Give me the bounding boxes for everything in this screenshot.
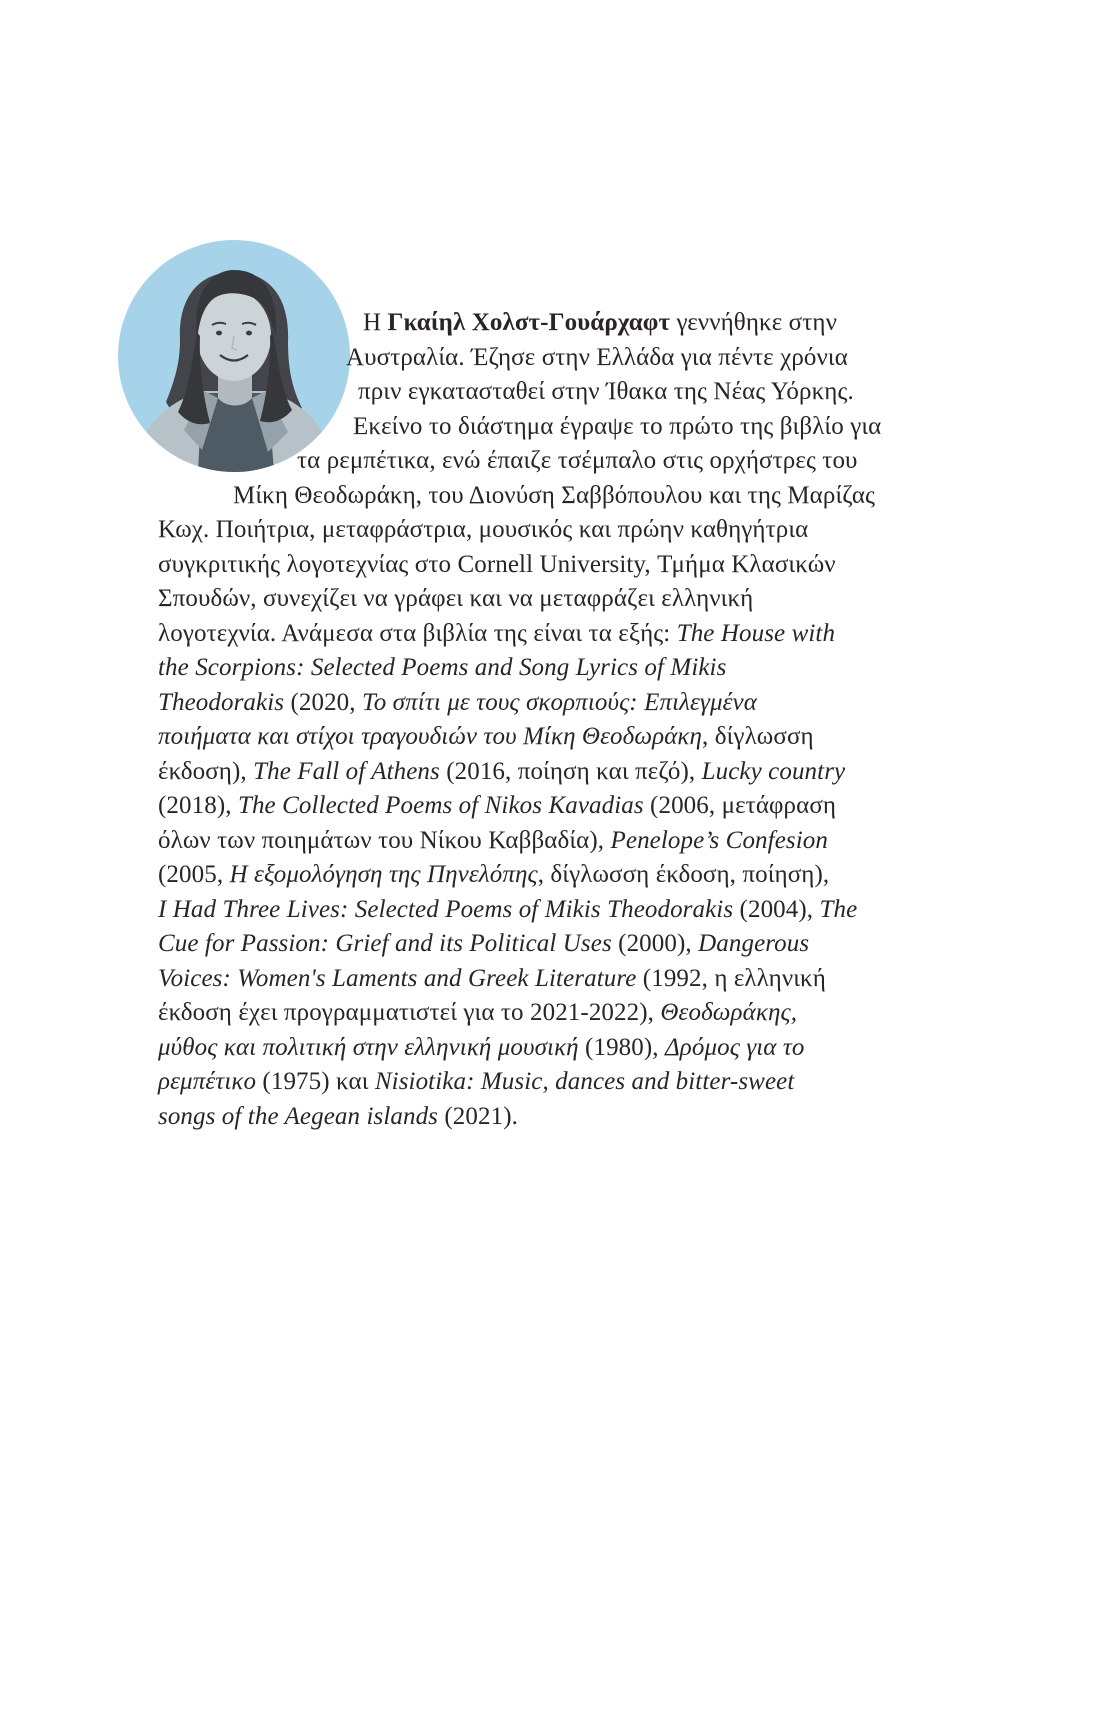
bio-segment: πριν εγκατασταθεί στην Ίθακα της Νέας Υόρκης.: [358, 378, 854, 405]
book-title: ρεμπέτικο: [158, 1068, 257, 1095]
book-title: Nisiotika: Music, dances and bitter-sweet: [374, 1068, 795, 1095]
bio-line: [158, 824, 958, 859]
bio-segment: Η: [363, 309, 388, 336]
bio-line: [158, 617, 958, 652]
book-title: I Had Three Lives: Selected Poems of Mikis Theodorakis: [158, 895, 734, 923]
book-title: Cue for Passion: Grief and its Political Uses: [158, 930, 612, 957]
bio-segment: (2006, μετάφραση: [643, 792, 837, 819]
bio-segment: (1992, η ελληνική: [636, 964, 826, 992]
book-title: the Scorpions: Selected Poems and Song Lyrics of Mikis: [158, 654, 727, 681]
bio-segment: Σπουδών, συνεχίζει να γράφει και να μεταφράζει ελληνική: [158, 585, 754, 612]
bio-segment: (2016, ποίηση και πεζό),: [439, 757, 702, 785]
bio-line: [233, 479, 958, 514]
book-title: The Fall of Athens: [253, 757, 440, 785]
bio-segment: συγκριτικής λογοτεχνίας στο Cornell University, Τμήμα Κλασικών: [158, 550, 836, 578]
book-title: Voices: Women's Laments and Greek Literature: [158, 964, 637, 992]
book-title: Dangerous: [698, 930, 810, 957]
bio-line: [158, 893, 958, 928]
bio-segment: (2021).: [438, 1102, 518, 1130]
bio-segment: έκδοση έχει προγραμματιστεί για το 2021-2022),: [158, 999, 661, 1026]
bio-line: [158, 755, 958, 790]
bio-line: [158, 720, 958, 755]
book-title: Δρόμος για το: [665, 1033, 805, 1061]
bio-line: [358, 375, 958, 410]
bio-line: [158, 582, 958, 617]
book-title: ποιήματα και στίχοι τραγουδιών του Μίκη Θεοδωράκη: [158, 723, 703, 750]
bio-segment: έκδοση),: [158, 757, 254, 785]
bio-segment: (2020,: [284, 688, 362, 716]
bio-segment: (1980),: [578, 1033, 665, 1061]
bio-line: [158, 548, 958, 583]
bio-line: [158, 789, 958, 824]
bio-segment: (1975) και: [256, 1068, 375, 1095]
book-title: Το σπίτι με τους σκορπιούς: Επιλεγμένα: [362, 688, 757, 716]
bio-line: [158, 858, 958, 893]
bio-line: [158, 686, 958, 721]
author-name: Γκαίηλ Χολστ-Γουάρχαφτ: [387, 309, 671, 336]
book-title: μύθος και πολιτική στην ελληνική μουσική: [158, 1033, 579, 1061]
bio-line: [158, 962, 958, 997]
bio-segment: λογοτεχνία. Ανάμεσα στα βιβλία της είναι τα εξής:: [158, 619, 677, 647]
bio-line: [158, 1065, 958, 1100]
book-title: The: [819, 895, 858, 923]
book-title: Theodorakis: [158, 688, 285, 716]
book-title: The Collected Poems of Nikos Kavadias: [237, 792, 644, 819]
bio-line: [158, 513, 958, 548]
bio-line: [363, 306, 958, 341]
bio-segment: , δίγλωσση έκδοση, ποίηση),: [537, 861, 830, 888]
bio-segment: Μίκη Θεοδωράκη, του Διονύση Σαββόπουλου και της Μαρίζας: [233, 481, 876, 509]
book-title: Η εξομολόγηση της Πηνελόπης: [229, 861, 538, 888]
bio-line: [158, 996, 958, 1031]
bio-line: [297, 444, 958, 479]
bio-segment: όλων των ποιημάτων του Νίκου Καββαδία),: [158, 826, 611, 854]
bio-line: [158, 927, 958, 962]
bio-segment: τα ρεμπέτικα, ενώ έπαιζε τσέμπαλο στις ορχήστρες του: [297, 447, 858, 474]
bio-segment: Κωχ. Ποιήτρια, μεταφράστρια, μουσικός και πρώην καθηγήτρια: [158, 516, 809, 543]
book-title: Penelope’s Confesion: [610, 826, 828, 854]
book-title: songs of the Aegean islands: [158, 1102, 439, 1130]
book-title: Θεοδωράκης,: [660, 999, 798, 1026]
bio-text: [158, 306, 958, 1134]
bio-line: [158, 1100, 958, 1135]
bio-segment: γεννήθηκε στην: [670, 309, 837, 336]
bio-line: [353, 410, 958, 445]
bio-line: [346, 341, 958, 376]
bio-segment: (2005,: [158, 861, 230, 888]
bio-segment: (2004),: [733, 895, 820, 923]
bio-segment: (2000),: [611, 930, 699, 957]
bio-line: [158, 651, 958, 686]
bio-segment: Εκείνο το διάστημα έγραψε το πρώτο της βιβλίο για: [353, 412, 882, 440]
book-title: Lucky country: [701, 757, 846, 785]
bio-line: [158, 1031, 958, 1066]
bio-segment: Αυστραλία. Έζησε στην Ελλάδα για πέντε χρόνια: [346, 343, 848, 371]
bio-segment: , δίγλωσση: [702, 723, 814, 750]
bio-segment: (2018),: [158, 792, 238, 819]
book-title: The House with: [676, 619, 836, 647]
